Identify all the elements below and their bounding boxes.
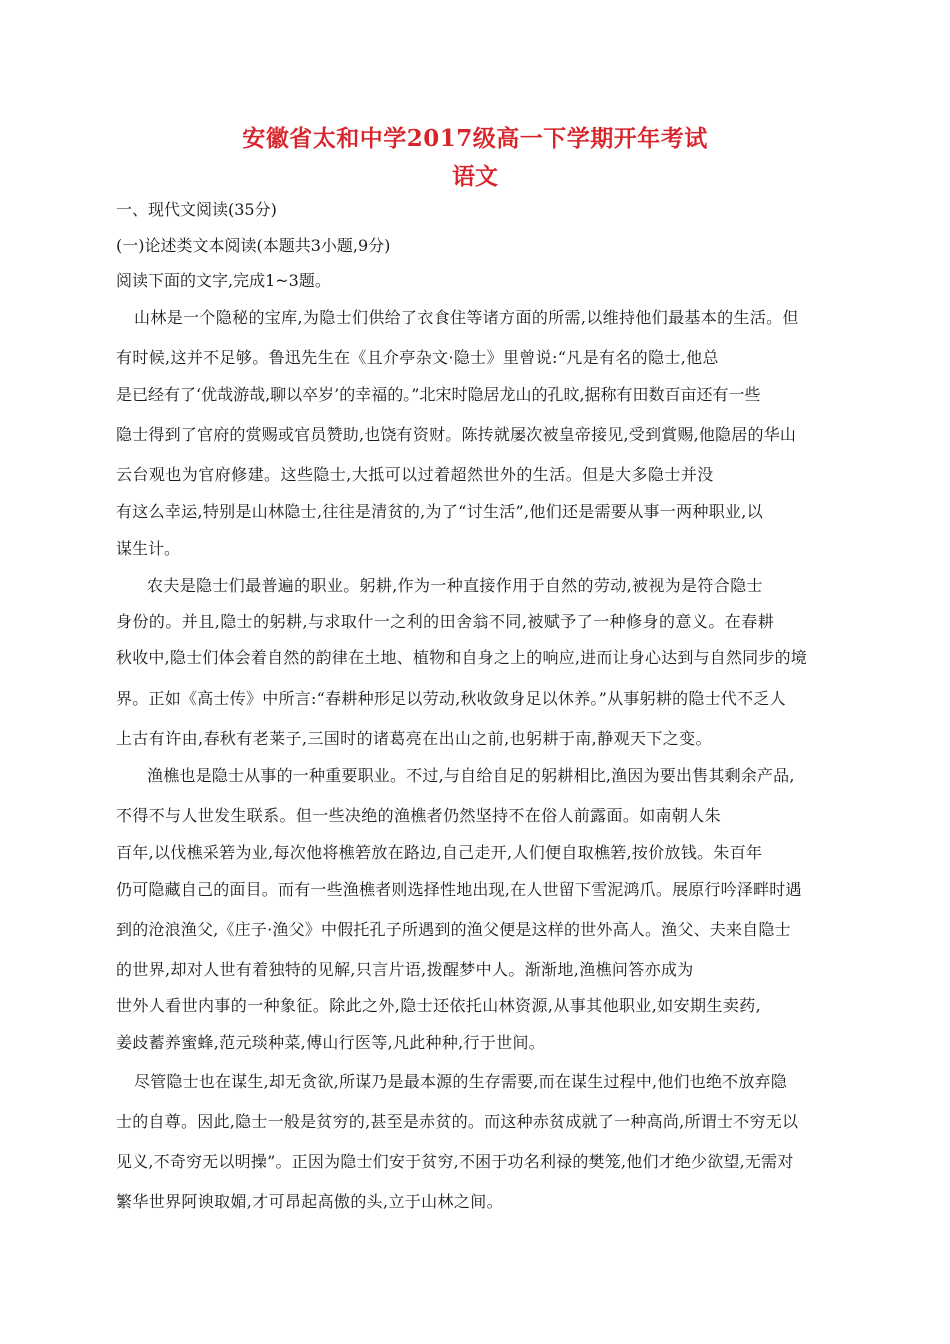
section-sub-heading: (一)论述类文本阅读(本题共3小题,9分)	[116, 236, 391, 255]
paragraph-line: 秋收中,隐士们体会着自然的韵律在土地、植物和自身之上的响应,进而让身心达到与自然同步的境	[116, 648, 807, 667]
paragraph-line: 山林是一个隐秘的宝库,为隐士们供给了衣食住等诸方面的所需,以维持他们最基本的生活。但	[134, 308, 799, 327]
page-subtitle: 语文	[452, 163, 498, 190]
paragraph-line: 有这么幸运,特别是山林隐士,往往是清贫的,为了“讨生活”,他们还是需要从事一两种职业,以	[116, 502, 763, 521]
instruction-text: 阅读下面的文字,完成1~3题。	[116, 271, 331, 290]
paragraph-line: 有时候,这并不足够。鲁迅先生在《且介亭杂文·隐士》里曾说:“凡是有名的隐士,他总	[116, 348, 719, 367]
paragraph-line: 不得不与人世发生联系。但一些决绝的渔樵者仍然坚持不在俗人前露面。如南朝人朱	[116, 806, 721, 825]
paragraph-line: 云台观也为官府修建。这些隐士,大抵可以过着超然世外的生活。但是大多隐士并没	[116, 465, 714, 484]
paragraph-line: 隐士得到了官府的赏赐或官员赞助,也饶有资财。陈抟就屡次被皇帝接见,受到賞赐,他隐居的华山	[116, 425, 797, 444]
paragraph-line: 见义,不奇穷无以明操”。正因为隐士们安于贫穷,不困于功名利禄的樊笼,他们才绝少欲望,无需对	[116, 1152, 794, 1171]
page-title: 安徽省太和中学2017级高一下学期开年考试	[242, 125, 708, 152]
paragraph-line: 谋生计。	[116, 539, 181, 558]
paragraph-line: 繁华世界阿谀取媚,才可昂起高傲的头,立于山林之间。	[116, 1192, 503, 1211]
paragraph-line: 世外人看世内事的一种象征。除此之外,隐士还依托山林资源,从事其他职业,如安期生卖药,	[116, 996, 762, 1015]
paragraph-line: 士的自尊。因此,隐士一般是贫穷的,甚至是赤贫的。而这种赤贫成就了一种高尚,所谓士不穷无以	[116, 1112, 799, 1131]
paragraph-line: 界。正如《高士传》中所言:“春耕种形足以劳动,秋收敛身足以休养。”从事躬耕的隐士代不乏人	[116, 689, 786, 708]
paragraph-line: 仍可隐藏自己的面目。而有一些渔樵者则选择性地出现,在人世留下雪泥鸿爪。展原行吟泽畔时遇	[116, 880, 802, 899]
paragraph-line: 身份的。并且,隐士的躬耕,与求取什一之利的田舍翁不同,被赋予了一种修身的意义。在春耕	[116, 612, 775, 631]
paragraph-line: 渔樵也是隐士从事的一种重要职业。不过,与自给自足的躬耕相比,渔因为要出售其剩余产品,	[147, 766, 795, 785]
paragraph-line: 百年,以伐樵采箬为业,每次他将樵箬放在路边,自己走开,人们便自取樵箬,按价放钱。朱百年	[116, 843, 763, 862]
paragraph-line: 是已经有了‘优哉游哉,聊以卒岁’的幸福的。”北宋时隐居龙山的孔旼,据称有田数百亩还有一些	[116, 385, 761, 404]
paragraph-line: 的世界,却对人世有着独特的见解,只言片语,拨醒梦中人。渐渐地,渔樵问答亦成为	[116, 960, 694, 979]
paragraph-line: 上古有许由,春秋有老莱子,三国时的诸葛亮在出山之前,也躬耕于南,静观天下之变。	[116, 729, 712, 748]
paragraph-line: 农夫是隐士们最普遍的职业。躬耕,作为一种直接作用于自然的劳动,被视为是符合隐士	[147, 576, 763, 595]
paragraph-line: 尽管隐士也在谋生,却无贪欲,所谋乃是最本源的生存需要,而在谋生过程中,他们也绝不放弃隐	[134, 1072, 787, 1091]
section-heading: 一、现代文阅读(35分)	[116, 200, 277, 219]
paragraph-line: 到的沧浪渔父,《庄子·渔父》中假托孔子所遇到的渔父便是这样的世外高人。渔父、夫来自隐士	[116, 920, 791, 939]
paragraph-line: 姜歧蓄养蜜蜂,范元琰种菜,傅山行医等,凡此种种,行于世间。	[116, 1033, 546, 1052]
